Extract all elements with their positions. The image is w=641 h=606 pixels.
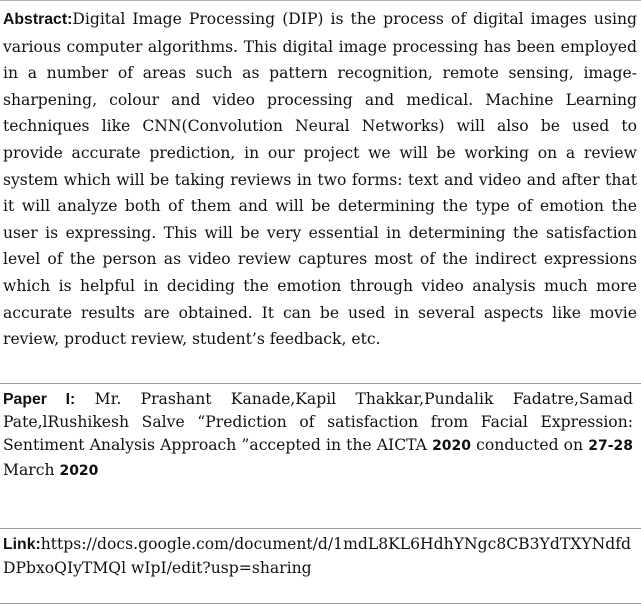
abstract-paragraph (3, 6, 637, 353)
link-label: Link: (3, 536, 41, 553)
link-url[interactable]: https://docs.google.com/document/d/1mdL8KL6HdhYNgc8CB3YdTXYNdfdDPbxoQIyTMQl wIpI/edit?usp=sharing (3, 535, 632, 577)
paper-citation (3, 388, 633, 483)
paper-label: Paper I: (3, 391, 76, 408)
bottom-divider (0, 603, 641, 604)
abstract-body: Digital Image Processing (DIP) is the process of digital images using various computer algorithms. This digital image processing has been employed in a number of areas such as pattern recognition, remote sensing, image-sharpening, colour and video processing and medical. Machine Learning techniques like CNN(Convolution Neural Networks) will also be used to provide accurate prediction, in our project we will be working on a review system which will be taking reviews in two forms: text and video and after that it will analyze both of them and will be determining the type of emotion the user is expressing. This will be very essential in determining the satisfaction level of the person as video review captures most of the indirect expressions which is helpful in deciding the emotion through video analysis much more accurate results are obtained. It can be used in several aspects like movie review, product review, student’s feedback, etc. (3, 10, 637, 349)
link-line (3, 533, 635, 580)
paper-citation-text: Mr. Prashant Kanade,Kapil Thakkar,Pundalik Fadatre,Samad Pate,lRushikesh Salve “Prediction of satisfaction from Facial Expression: Sentiment Analysis Approach ”accepted in the AICTA (3, 390, 633, 455)
paper-section (0, 383, 641, 530)
paper-date-range: 27-28 (588, 438, 634, 455)
paper-conducted-on: conducted on (471, 436, 589, 455)
paper-date-year: 2020 (59, 462, 99, 479)
link-section (0, 528, 641, 606)
paper-conference-year: 2020 (432, 438, 472, 455)
paper-month: March (3, 460, 60, 479)
abstract-label: Abstract: (3, 11, 73, 28)
